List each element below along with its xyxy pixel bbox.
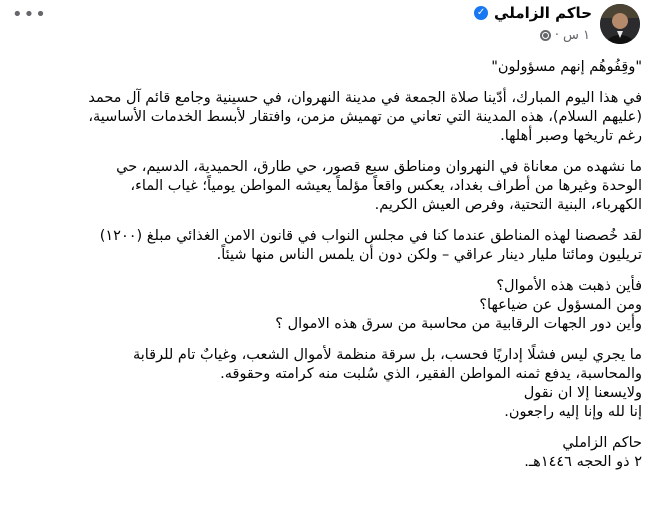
post-quote-title: "وقِفُوهُم إنهم مسؤولون" [491, 59, 642, 75]
post-time[interactable]: ١ س [563, 28, 590, 43]
post-signature: حاكم الزاملي ٢ ذو الحجه ١٤٤٦هـ. [524, 435, 642, 470]
verified-badge-icon: ✓ [474, 6, 488, 20]
more-options-icon[interactable]: ••• [12, 4, 47, 25]
meta-separator: · [554, 28, 559, 43]
post-paragraph-1: في هذا اليوم المبارك، أدّينا صلاة الجمعة في مدينة النهروان، في حسينية وجامع قائم آل محمد (عليهم السلام)، هذه المدينة التي تعاني من تهميش مزمن، وافتقار لأبسط الخدمات الأساسية، رغم تاريخها وصبر أهلها. [88, 90, 642, 144]
globe-icon[interactable] [540, 30, 551, 41]
post-meta [540, 28, 590, 43]
author-avatar[interactable] [600, 4, 640, 44]
post-header [0, 0, 646, 52]
post-paragraph-5: ما يجري ليس فشلًا إداريًا فحسب، بل سرقة منظمة لأموال الشعب، وغيابٌ تام للرقابة والمحاسبة، يدفع ثمنه المواطن الفقير، الذي سُلبت منه كرامته وحقوقه. ولايسعنا إلا ان نقول إنا لله وإنا إليه راجعون. [132, 347, 642, 420]
author-row [474, 4, 592, 22]
avatar-image [600, 4, 640, 44]
post-paragraph-2: ما نشهده من معاناة في النهروان ومناطق سبع قصور، حي طارق، الحميدية، الدسيم، حي الوحدة وغيرها من أطراف بغداد، يعكس واقعاً مؤلماً يعيشه المواطن يومياً؛ غياب الماء، الكهرباء، البنية التحتية، وفرص العيش الكريم. [116, 159, 642, 213]
post-body [4, 58, 642, 484]
post-paragraph-4: فأين ذهبت هذه الأموال؟ ومن المسؤول عن ضياعها؟ وأين دور الجهات الرقابية من محاسبة من سرق هذه الاموال ؟ [275, 278, 642, 332]
post-paragraph-3: لقد خُصصنا لهذه المناطق عندما كنا في مجلس النواب في قانون الامن الغذائي مبلغ (١٢٠٠) تريليون ومائتا مليار دينار عراقي – ولكن دون أن يلمس الناس منها شيئاً. [99, 228, 642, 263]
author-name[interactable]: حاكم الزاملي [494, 4, 592, 22]
